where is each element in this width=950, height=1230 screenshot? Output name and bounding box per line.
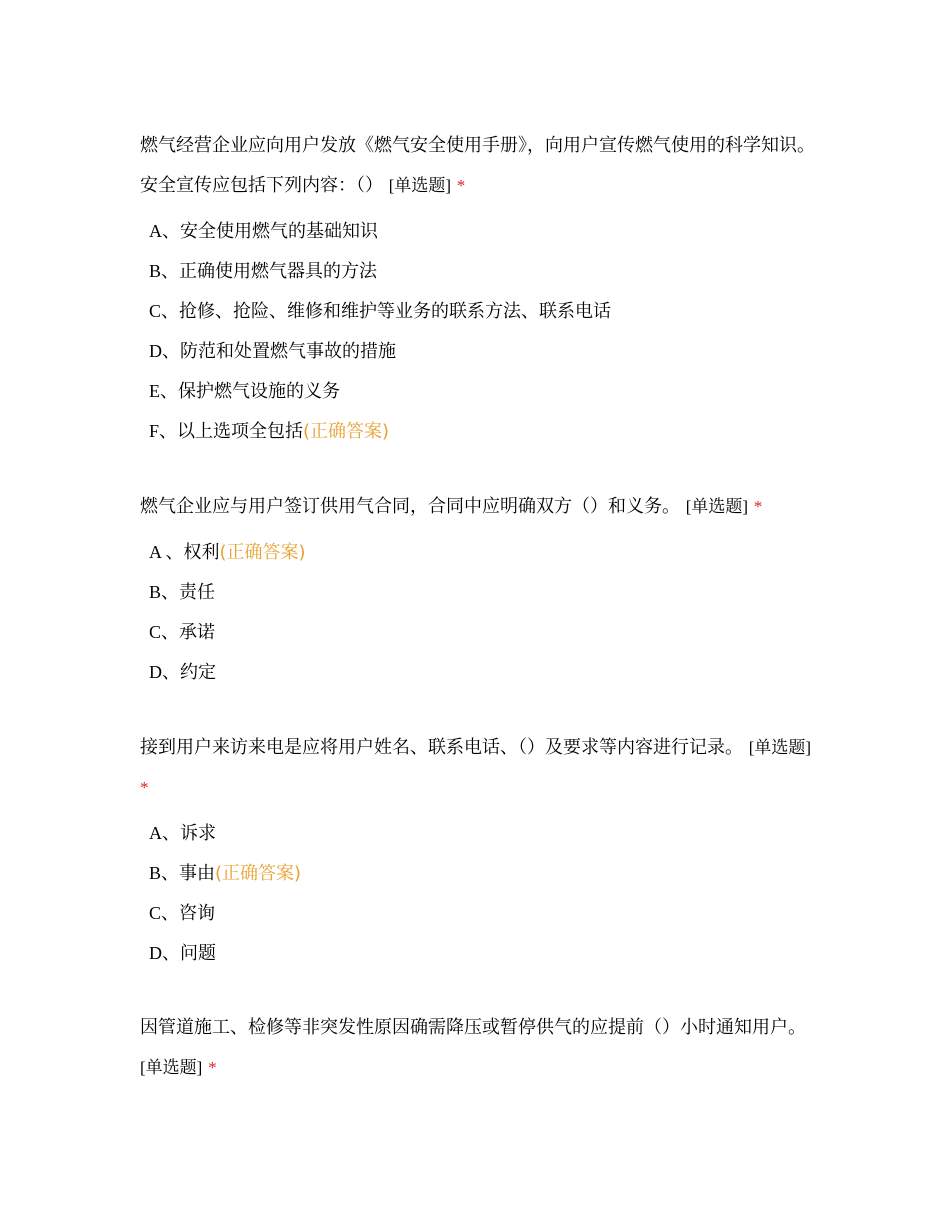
question-3-title (140, 728, 820, 808)
question-2-required-mark: * (753, 497, 763, 516)
option-key: F、 (149, 421, 178, 441)
question-1-option-d[interactable] (140, 331, 820, 371)
correct-answer-mark: (正确答案) (219, 542, 306, 563)
question-1-option-a[interactable] (140, 211, 820, 251)
correct-answer-mark: (正确答案) (215, 863, 302, 884)
question-3-option-c[interactable] (140, 893, 820, 933)
option-text: 承诺 (179, 622, 216, 643)
option-key: C、 (149, 903, 180, 923)
option-text: 问题 (180, 943, 216, 964)
question-3-option-a[interactable] (140, 813, 820, 853)
question-3-option-b[interactable] (140, 853, 820, 893)
question-4-required-mark: * (208, 1058, 217, 1077)
question-1 (140, 126, 820, 451)
option-key: B、 (149, 863, 180, 883)
question-4-type-tag: [单选题] (140, 1058, 203, 1077)
question-1-text: 燃气经营企业应向用户发放《燃气安全使用手册》，向用户宣传燃气使用的科学知识。安全宣传应包括下列内容：（） (140, 135, 815, 196)
question-3 (140, 728, 820, 973)
question-1-option-f[interactable] (140, 411, 820, 451)
question-4-text: 因管道施工、检修等非突发性原因确需降压或暂停供气的应提前（）小时通知用户。 (140, 1017, 806, 1038)
option-text: 权利 (183, 542, 220, 563)
question-2-option-a[interactable] (140, 532, 820, 572)
question-4-title (140, 1008, 820, 1088)
option-text: 防范和处置燃气事故的措施 (180, 341, 396, 362)
question-2 (140, 487, 820, 692)
question-1-options (140, 211, 820, 451)
option-text: 保护燃气设施的义务 (178, 381, 340, 402)
option-key: A、 (149, 823, 180, 843)
question-3-required-mark: * (140, 778, 149, 797)
option-text: 咨询 (179, 903, 216, 924)
option-key: C、 (149, 301, 180, 321)
option-text: 诉求 (180, 823, 216, 844)
question-2-title (140, 487, 820, 527)
option-key: E、 (149, 381, 178, 401)
option-key: D、 (149, 662, 180, 682)
option-key: B、 (149, 582, 180, 602)
question-1-option-c[interactable] (140, 291, 820, 331)
correct-answer-mark: (正确答案) (303, 421, 390, 442)
question-1-option-b[interactable] (140, 251, 820, 291)
option-text: 安全使用燃气的基础知识 (180, 221, 378, 242)
option-text: 事由 (179, 863, 216, 884)
option-key: D、 (149, 943, 180, 963)
option-key: D、 (149, 341, 180, 361)
question-2-option-b[interactable] (140, 572, 820, 612)
option-key: A、 (149, 221, 180, 241)
question-1-required-mark: * (456, 176, 466, 195)
question-2-type-tag: [单选题] (685, 497, 749, 516)
question-1-title (140, 126, 820, 206)
option-key: A 、 (149, 542, 184, 562)
question-1-type-tag: [单选题] (388, 176, 452, 195)
option-key: C、 (149, 622, 180, 642)
option-key: B、 (149, 261, 180, 281)
option-text: 责任 (179, 582, 216, 603)
question-3-options (140, 813, 820, 973)
question-1-option-e[interactable] (140, 371, 820, 411)
option-text: 正确使用燃气器具的方法 (179, 261, 378, 282)
question-3-text: 接到用户来访来电是应将用户姓名、联系电话、（）及要求等内容进行记录。 (140, 737, 743, 758)
question-2-options (140, 532, 820, 692)
question-4 (140, 1008, 820, 1088)
question-3-type-tag: [单选题] (748, 738, 812, 757)
question-2-option-d[interactable] (140, 652, 820, 692)
question-2-text: 燃气企业应与用户签订供用气合同，合同中应明确双方（）和义务。 (140, 496, 680, 517)
option-text: 抢修、抢险、维修和维护等业务的联系方法、联系电话 (179, 301, 612, 322)
question-2-option-c[interactable] (140, 612, 820, 652)
option-text: 约定 (180, 662, 216, 683)
option-text: 以上选项全包括 (177, 421, 304, 442)
question-3-option-d[interactable] (140, 933, 820, 973)
